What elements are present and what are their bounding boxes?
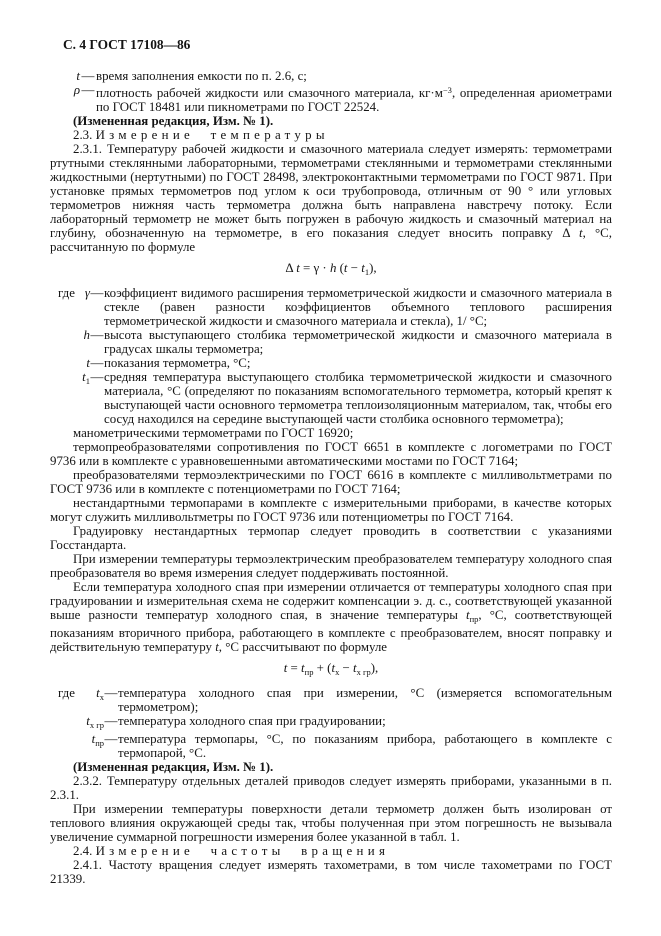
text-run: 2.4.1. Частоту вращения следует измерять тахометрами, в том числе тахометрами по ГОСТ 21339. (50, 858, 612, 886)
definition-symbol (82, 370, 90, 426)
definition-text (104, 286, 612, 328)
text-run: t (466, 608, 470, 622)
paragraph-thermoelectric-transducers (50, 468, 612, 496)
text-run: t (296, 261, 300, 275)
definition-symbol (82, 328, 90, 356)
definition-text (96, 83, 612, 114)
text-run: преобразователями термоэлектрическими по ГОСТ 6616 в комплекте с милливольтметрами по ГОСТ 9736 или в комплекте с потенциометрами по ГОСТ 7164; (50, 468, 612, 496)
text-run: t (579, 226, 583, 240)
paragraph-calibration (50, 524, 612, 552)
definition-lead (58, 328, 82, 356)
text-run: t (86, 356, 90, 370)
definition-t-x (50, 686, 612, 714)
definition-t-pr (50, 732, 612, 760)
text-run: , определенная ариометрами по ГОСТ 18481 или пикнометрами по ГОСТ 22524. (96, 86, 612, 114)
text-run: t (353, 661, 357, 675)
text-run: пр (95, 738, 104, 748)
definition-t-reading (50, 356, 612, 370)
section-heading-2-4 (50, 844, 612, 858)
text-run: , °С, рассчитанную по формуле (50, 226, 613, 254)
text-run: 2.4. (73, 844, 96, 858)
amendment-note (50, 114, 612, 128)
amendment-note-2 (50, 760, 612, 774)
definition-dash: — (81, 69, 95, 83)
text-run: −3 (442, 85, 452, 95)
text-run: коэффициент видимого расширения термометрической жидкости и смазочного материала в стекле (равен разности коэффициентов объемного теплового расширения термометрической жидкости и смазочного материала и стекла), 1/ °С; (104, 286, 612, 328)
definition-symbol (70, 69, 80, 83)
definition-lead (58, 732, 80, 760)
definition-text (104, 328, 612, 356)
section-heading-2-3 (50, 128, 612, 142)
text-run: t (82, 370, 86, 384)
definition-h-column-height (50, 328, 612, 356)
text-run: ρ (73, 83, 80, 97)
paragraph-resistance-transducers (50, 440, 612, 468)
text-run: , °С рассчитывают по формуле (218, 640, 388, 654)
definition-text (96, 69, 612, 83)
definition-text (104, 370, 612, 426)
definition-lead (58, 356, 82, 370)
text-run: t (331, 661, 336, 675)
text-run: Измерение частоты вращения (95, 844, 390, 858)
text-run: t (361, 261, 365, 275)
text-run: показания термометра, °С; (104, 356, 251, 370)
paragraph-nonstandard-thermocouples (50, 496, 612, 524)
text-run: средняя температура выступающего столбика термометрической жидкости и смазочного материала, °С (определяют по показаниям вспомогательного термометра, который крепят к выступающей части основного термометра теплоизоляционным материалом, так, чтобы его сосуд находился на середине выступающей части столбика основного термометра); (104, 370, 612, 426)
text-run: t (215, 640, 219, 654)
definition-symbol (82, 356, 90, 370)
paragraph-manometric (50, 426, 612, 440)
text-run: температура холодного спая при градуировании; (118, 714, 386, 728)
text-run: t (343, 261, 348, 275)
definition-text (118, 714, 612, 732)
paragraph-2-4-1 (50, 858, 612, 886)
definition-lead (50, 83, 70, 114)
definition-text (118, 686, 612, 714)
text-run: х гр (356, 667, 371, 677)
definition-t-fill-time (50, 69, 612, 83)
text-run: время заполнения емкости по п. 2.6, с; (96, 69, 307, 83)
text-run: t (86, 714, 90, 728)
definition-dash: — (90, 370, 104, 384)
definition-lead (50, 69, 70, 83)
definition-text (118, 732, 612, 760)
text-run: t (301, 661, 305, 675)
text-run: Если температура холодного спая при измерении отличается от температуры холодного спая при градуировании и измерительная схема не содержит компенсации э. д. с., соответствующей указанной выше разности температур холодного спая, в значение температуры (50, 580, 612, 622)
paragraph-cold-junction-constant (50, 552, 612, 580)
text-run: = (287, 661, 302, 675)
document-body (50, 69, 612, 886)
text-run: температура термопары, °С, по показаниям прибора, работающего в комплекте с термопарой, °С. (118, 732, 612, 760)
text-run: , °С, соответствующей показаниям вторичного прибора, работающего в комплекте с преобразователем, вносят поправку и действительную температуру (50, 608, 612, 654)
text-run: х (335, 667, 340, 677)
text-run: + ( (313, 661, 332, 675)
text-run: 2.3. (73, 128, 96, 142)
text-run: Измерение температуры (95, 128, 329, 142)
paragraph-2-3-2 (50, 774, 612, 802)
text-run: t (76, 69, 80, 83)
text-run: 1 (85, 376, 90, 386)
definition-lead (58, 714, 80, 732)
text-run: пр (304, 667, 314, 677)
definition-dash: — (104, 686, 118, 700)
definition-gamma (50, 286, 612, 328)
definition-dash: — (90, 356, 104, 370)
text-run: 2.3.2. Температуру отдельных деталей приводов следует измерять приборами, указанными в п. 2.3.1. (50, 774, 612, 802)
text-run: Градуировку нестандартных термопар следует проводить в соответствии с указаниями Госстандарта. (50, 524, 612, 552)
text-run: (Измененная редакция, Изм. № 1). (73, 760, 274, 774)
text-run: ( (336, 261, 344, 275)
definition-symbol (70, 83, 80, 114)
definition-lead: где (58, 286, 75, 300)
definition-rho-density (50, 83, 612, 114)
definition-t-x-gr (50, 714, 612, 732)
text-run: − (339, 661, 354, 675)
page-header: С. 4 ГОСТ 17108—86 (63, 37, 191, 52)
definition-lead: где (58, 686, 75, 700)
text-run: При измерении температуры термоэлектрическим преобразователем температуру холодного спая преобразователя во время измерения следует поддерживать постоянной. (50, 552, 612, 580)
text-run: ), (370, 661, 379, 675)
text-run: плотность рабочей жидкости или смазочного материала, кг·м (96, 86, 443, 100)
definition-dash: — (90, 286, 104, 300)
text-run: t (96, 686, 100, 700)
text-run: Δ (285, 261, 297, 275)
text-run: h (329, 261, 337, 275)
definition-dash: — (90, 328, 104, 342)
text-run: h (83, 328, 90, 342)
text-run: высота выступающего столбика термометрической жидкости и смазочного материала в градусах шкалы термометра; (104, 328, 612, 356)
definition-t1-mean-temperature (50, 370, 612, 426)
text-run: t (283, 661, 288, 675)
text-run: х гр (89, 720, 104, 730)
text-run: (Измененная редакция, Изм. № 1). (73, 114, 274, 128)
definition-dash: — (104, 732, 118, 746)
text-run: термопреобразователями сопротивления по ГОСТ 6651 в комплекте с логометрами по ГОСТ 9736 или в комплекте с уравновешенными автоматическими мостами по ГОСТ 7164; (50, 440, 612, 468)
text-run: х (99, 692, 104, 702)
definition-dash: — (104, 714, 118, 728)
text-run: нестандартными термопарами в комплекте с измерительными приборами, в качестве которых могут служить милливольтметры по ГОСТ 9736 или потенциометры по ГОСТ 7164. (50, 496, 612, 524)
definition-symbol (80, 732, 104, 760)
definition-lead (58, 370, 82, 426)
text-run: пр (469, 614, 479, 624)
definition-symbol (80, 714, 104, 732)
text-run: t (91, 732, 96, 746)
paragraph-surface-temperature (50, 802, 612, 844)
definition-text (104, 356, 612, 370)
text-run: 2.3.1. Температуру рабочей жидкости и смазочного материала следует измерять: термометрами ртутными стеклянными лабораторными, термометрами стеклянными и термометрами стеклянными жидкостными (нертутными) по ГОСТ 28498, электроконтактными термометрами по ГОСТ 9871. При установке прямых термометров под углом к оси трубопровода, отличным от 90 ° или угловых термометров нижняя часть термометра должна быть направлена навстречу потоку. Если лабораторный термометр не может быть погружен в рабочую жидкость и смазочный материал на глубину, обозначенную на термометре, в его показания следует вносить поправку Δ (50, 142, 612, 240)
paragraph-2-3-1 (50, 142, 612, 254)
definition-dash: — (81, 83, 95, 97)
text-run: γ (84, 286, 90, 300)
formula-delta-t (50, 261, 612, 279)
text-run: = γ · (299, 261, 330, 275)
definition-symbol (80, 686, 104, 714)
formula-t-corrected (50, 661, 612, 679)
definition-symbol (82, 286, 90, 328)
text-run: манометрическими термометрами по ГОСТ 16920; (73, 426, 354, 440)
text-run: 1 (364, 267, 370, 277)
text-run: При измерении температуры поверхности детали термометр должен быть изолирован от теплового влияния окружающей среды так, чтобы полученная при этом погрешность не вызывала увеличение суммарной погрешности измерения более указанной в табл. 1. (50, 802, 612, 844)
paragraph-cold-junction-correction (50, 580, 612, 654)
text-run: температура холодного спая при измерении, °С (измеряется вспомогательным термометром); (118, 686, 612, 714)
text-run: ), (369, 261, 377, 275)
text-run: − (347, 261, 362, 275)
